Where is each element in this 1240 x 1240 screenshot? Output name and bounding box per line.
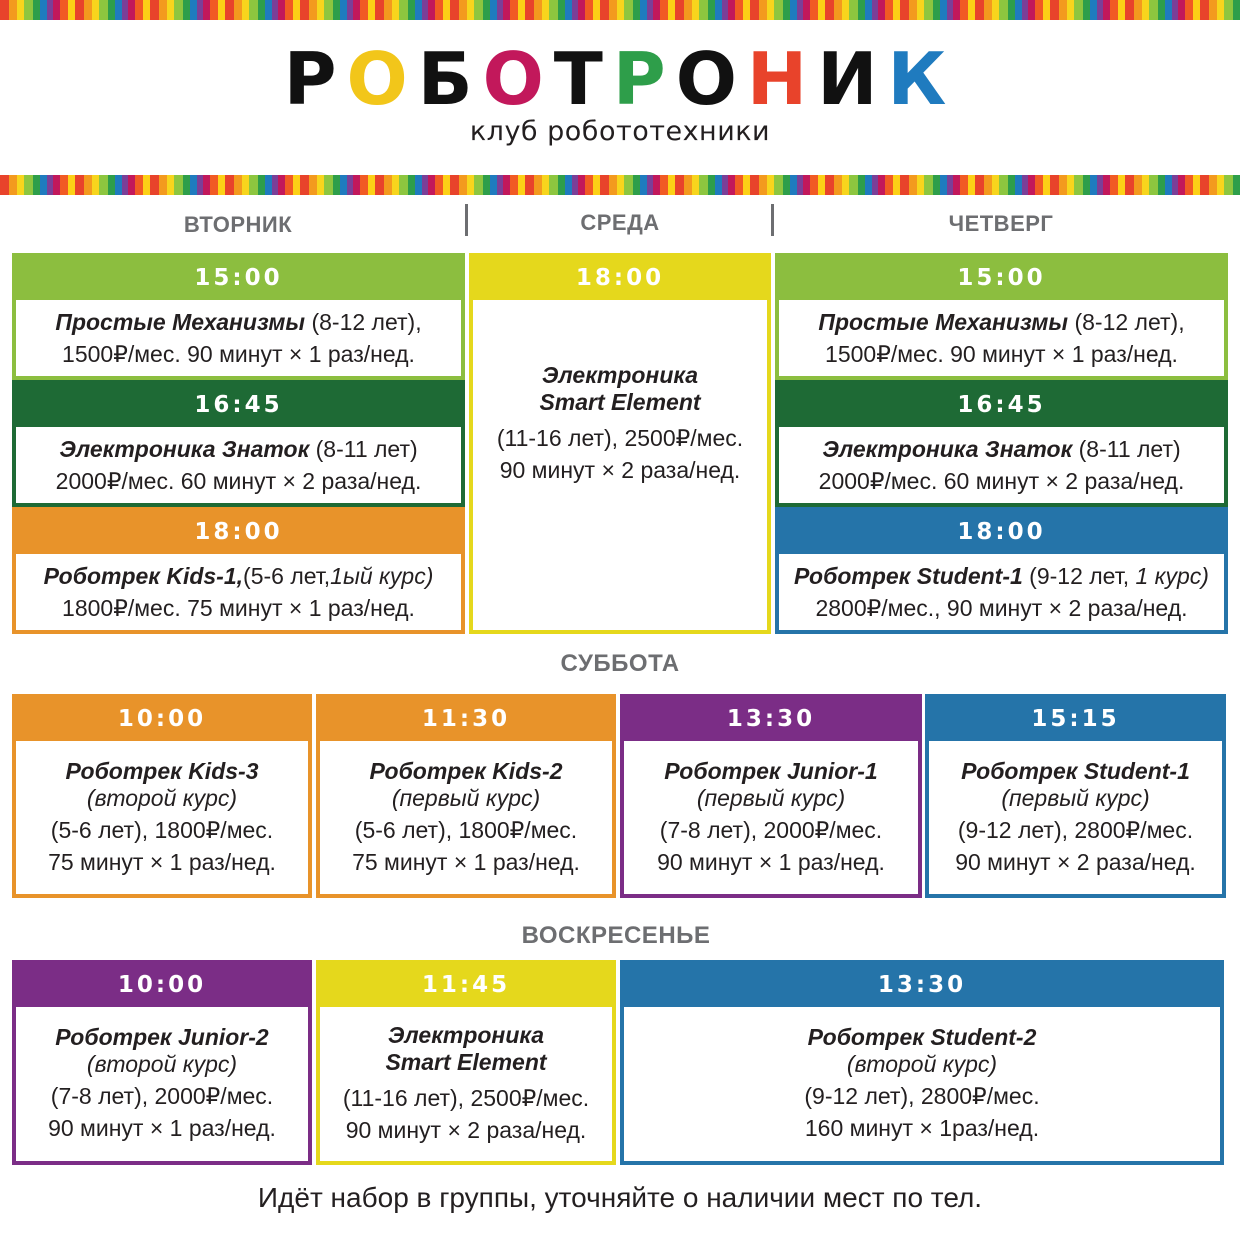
class-title: Роботрек Kids-3 bbox=[65, 757, 259, 784]
class-course: (первый курс) bbox=[1001, 784, 1150, 811]
class-course: (первый курс) bbox=[391, 784, 541, 811]
class-card bbox=[316, 694, 616, 898]
decorative-stripe-top bbox=[0, 0, 1240, 20]
class-details: 90 минут × 2 раза/нед. bbox=[345, 1117, 587, 1143]
class-title-line2: Smart Element bbox=[385, 1049, 547, 1075]
class-time: 18:00 bbox=[779, 511, 1224, 554]
class-card bbox=[925, 694, 1226, 898]
class-details: 75 минут × 1 раз/нед. bbox=[352, 848, 580, 875]
class-card bbox=[775, 507, 1228, 634]
class-age: (8-11 лет) bbox=[1072, 436, 1181, 462]
class-time: 15:15 bbox=[929, 698, 1222, 741]
class-title: Роботрек Student-1 bbox=[794, 563, 1023, 589]
class-details: 2800₽/мес., 90 минут × 2 раза/нед. bbox=[815, 595, 1188, 621]
class-age: (8-12 лет), bbox=[305, 309, 422, 335]
class-title: Простые Механизмы bbox=[818, 309, 1069, 335]
class-details: 1800₽/мес. 75 минут × 1 раз/нед. bbox=[62, 595, 415, 621]
divider bbox=[771, 204, 774, 236]
class-time: 13:30 bbox=[624, 964, 1220, 1007]
class-age: (8-12 лет), bbox=[1068, 309, 1185, 335]
day-heading-wednesday: СРЕДА bbox=[580, 210, 660, 235]
class-age-price: (5-6 лет), 1800₽/мес. bbox=[354, 816, 578, 843]
class-title: Простые Механизмы bbox=[55, 309, 306, 335]
class-card bbox=[775, 253, 1228, 380]
class-time: 16:45 bbox=[16, 384, 461, 427]
class-time: 13:30 bbox=[624, 698, 918, 741]
class-details: 2000₽/мес. 60 минут × 2 раза/нед. bbox=[818, 468, 1185, 494]
class-course: 1 курс) bbox=[1135, 563, 1209, 589]
class-time: 10:00 bbox=[16, 964, 308, 1007]
class-details: 1500₽/мес. 90 минут × 1 раз/нед. bbox=[825, 341, 1178, 367]
class-details: 90 минут × 1 раз/нед. bbox=[48, 1115, 276, 1141]
class-course: (второй курс) bbox=[86, 1051, 238, 1077]
class-card bbox=[12, 960, 312, 1165]
brand-subtitle: клуб робототехники bbox=[469, 116, 771, 147]
class-title: Электроника Знаток bbox=[59, 436, 310, 462]
day-heading-thursday: ЧЕТВЕРГ bbox=[948, 211, 1054, 236]
class-card bbox=[12, 507, 465, 634]
class-title-line2: Smart Element bbox=[539, 389, 701, 415]
class-details: 90 минут × 2 раза/нед. bbox=[499, 457, 741, 483]
class-age-price: (11-16 лет), 2500₽/мес. bbox=[342, 1085, 590, 1111]
class-details: 90 минут × 1 раз/нед. bbox=[657, 848, 885, 875]
class-details: 75 минут × 1 раз/нед. bbox=[48, 848, 276, 875]
decorative-stripe-middle bbox=[0, 175, 1240, 195]
class-age: (8-11 лет) bbox=[309, 436, 418, 462]
class-time: 18:00 bbox=[473, 257, 767, 300]
class-age-price: (9-12 лет), 2800₽/мес. bbox=[804, 1083, 1040, 1109]
brand-logo: РОБОТРОНИК bbox=[283, 37, 957, 121]
class-title: Роботрек Kids-1, bbox=[43, 563, 244, 589]
class-time: 15:00 bbox=[16, 257, 461, 300]
class-title: Роботрек Student-1 bbox=[961, 757, 1190, 784]
class-age-price: (11-16 лет), 2500₽/мес. bbox=[496, 425, 744, 451]
class-details: 90 минут × 2 раза/нед. bbox=[955, 848, 1196, 875]
class-card bbox=[12, 253, 465, 380]
class-course: (первый курс) bbox=[696, 784, 846, 811]
class-time: 18:00 bbox=[16, 511, 461, 554]
class-card bbox=[775, 380, 1228, 507]
class-time: 10:00 bbox=[16, 698, 308, 741]
class-card bbox=[469, 253, 771, 634]
class-card bbox=[620, 960, 1224, 1165]
class-card bbox=[12, 380, 465, 507]
class-card bbox=[12, 694, 312, 898]
class-title: Роботрек Student-2 bbox=[807, 1024, 1037, 1050]
class-title: Роботрек Kids-2 bbox=[369, 757, 563, 784]
class-age: (5-6 лет, bbox=[243, 563, 331, 589]
class-title: Электроника bbox=[387, 1022, 545, 1048]
class-course: (второй курс) bbox=[86, 784, 238, 811]
class-details: 1500₽/мес. 90 минут × 1 раз/нед. bbox=[62, 341, 415, 367]
class-card bbox=[620, 694, 922, 898]
class-title: Роботрек Junior-2 bbox=[55, 1024, 269, 1050]
class-title: Электроника bbox=[541, 362, 699, 388]
class-course: 1ый курс) bbox=[330, 563, 434, 589]
class-age-price: (7-8 лет), 2000₽/мес. bbox=[659, 816, 883, 843]
class-time: 11:45 bbox=[320, 964, 612, 1007]
class-details: 160 минут × 1раз/нед. bbox=[804, 1115, 1040, 1141]
class-age: (9-12 лет, bbox=[1022, 563, 1136, 589]
class-title: Роботрек Junior-1 bbox=[664, 757, 878, 784]
class-age-price: (9-12 лет), 2800₽/мес. bbox=[957, 816, 1194, 843]
class-time: 16:45 bbox=[779, 384, 1224, 427]
class-card bbox=[316, 960, 616, 1165]
class-time: 11:30 bbox=[320, 698, 612, 741]
class-time: 15:00 bbox=[779, 257, 1224, 300]
class-title: Электроника Знаток bbox=[822, 436, 1073, 462]
footer-note: Идёт набор в группы, уточняйте о наличии мест по тел. bbox=[257, 1182, 983, 1213]
class-age-price: (5-6 лет), 1800₽/мес. bbox=[50, 816, 274, 843]
day-heading-saturday: СУББОТА bbox=[560, 650, 680, 677]
divider bbox=[465, 204, 468, 236]
class-course: (второй курс) bbox=[846, 1051, 998, 1077]
class-age-price: (7-8 лет), 2000₽/мес. bbox=[50, 1083, 274, 1109]
class-details: 2000₽/мес. 60 минут × 2 раза/нед. bbox=[55, 468, 422, 494]
day-heading-tuesday: ВТОРНИК bbox=[183, 212, 293, 237]
day-heading-sunday: ВОСКРЕСЕНЬЕ bbox=[521, 922, 711, 949]
